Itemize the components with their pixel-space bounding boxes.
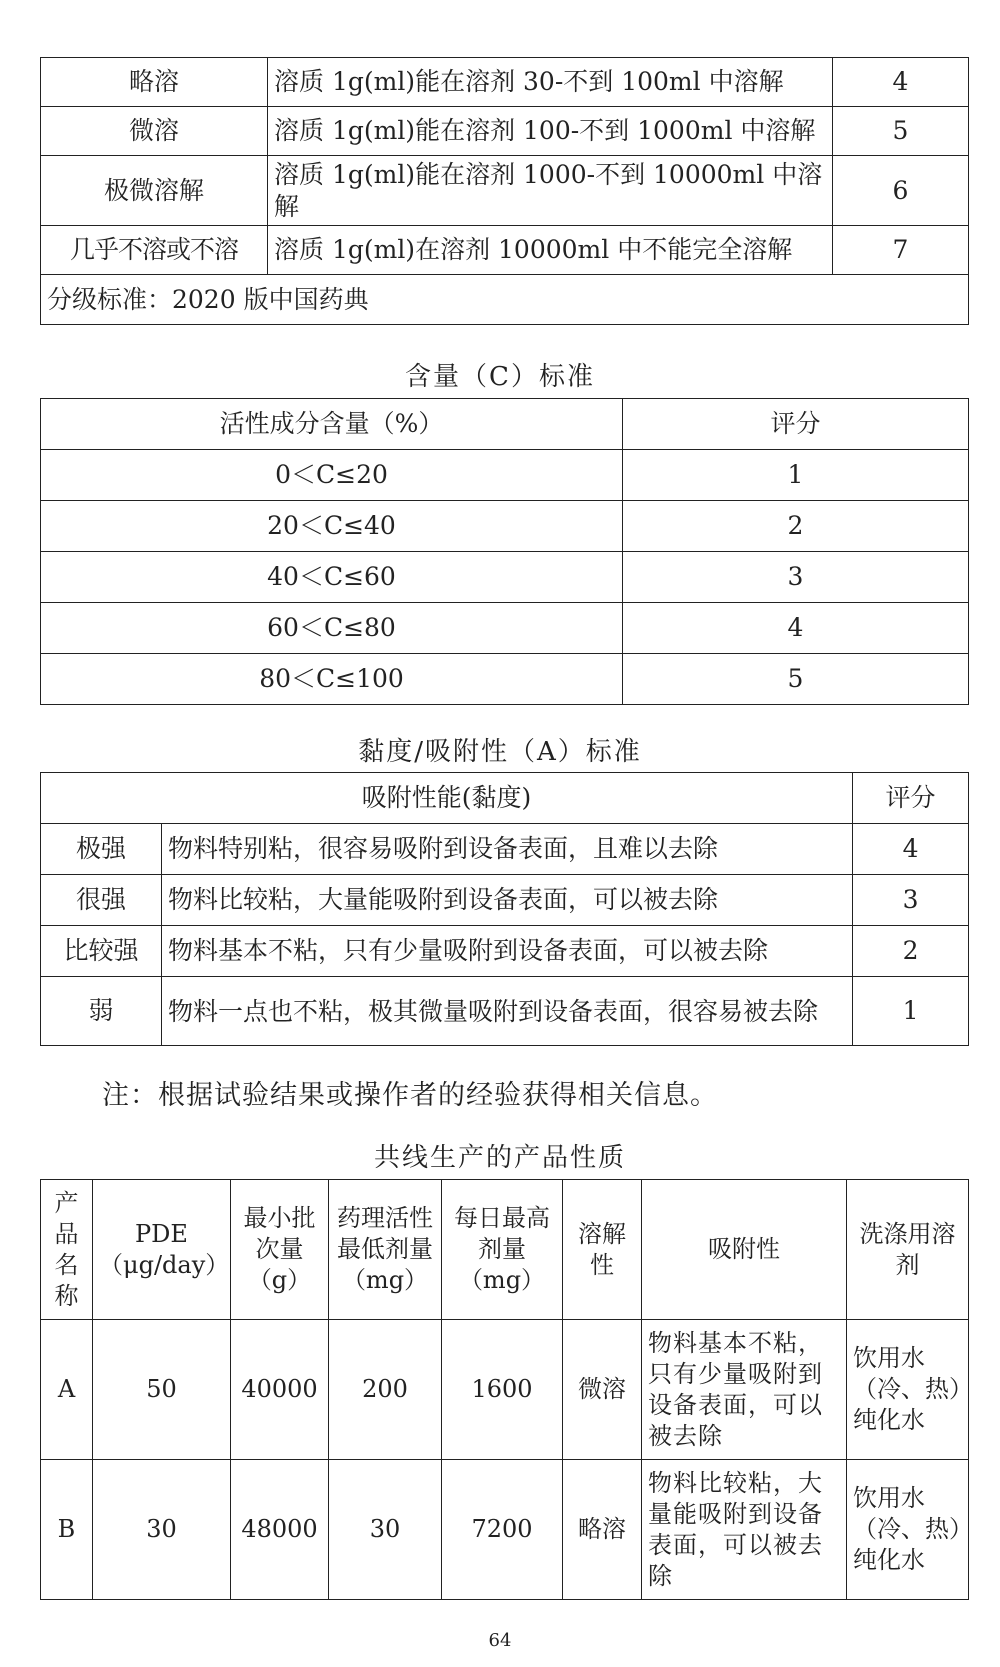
products-table — [40, 1179, 969, 1600]
solubility-term: 略溶 — [41, 58, 268, 107]
content-range: 40＜C≤60 — [41, 552, 623, 603]
header-product-name: 产品名称 — [41, 1180, 93, 1320]
content-score: 1 — [623, 450, 969, 501]
adhesion-level: 弱 — [41, 977, 162, 1046]
table-header-row — [41, 399, 969, 450]
header-min-batch: 最小批次量（g） — [231, 1180, 329, 1320]
solubility-term: 微溶 — [41, 107, 268, 156]
content-range: 80＜C≤100 — [41, 654, 623, 705]
table-row — [41, 977, 969, 1046]
product-name: B — [41, 1460, 93, 1600]
table-header-row — [41, 1180, 969, 1320]
table-row — [41, 654, 969, 705]
product-min-batch: 40000 — [231, 1320, 329, 1460]
adhesion-level: 极强 — [41, 824, 162, 875]
product-name: A — [41, 1320, 93, 1460]
content-score: 2 — [623, 501, 969, 552]
adhesion-description: 物料特别粘，很容易吸附到设备表面，且难以去除 — [162, 824, 853, 875]
table-row — [41, 1320, 969, 1460]
header-adhesion: 吸附性 — [642, 1180, 847, 1320]
content-score: 3 — [623, 552, 969, 603]
adhesion-score: 4 — [853, 824, 969, 875]
product-min-batch: 48000 — [231, 1460, 329, 1600]
solubility-score: 5 — [833, 107, 969, 156]
product-pde: 50 — [93, 1320, 231, 1460]
table-row — [41, 552, 969, 603]
adhesion-score: 3 — [853, 875, 969, 926]
product-min-active-dose: 30 — [329, 1460, 442, 1600]
adhesion-description: 物料一点也不粘，极其微量吸附到设备表面，很容易被去除 — [162, 977, 853, 1046]
table-row — [41, 58, 969, 107]
product-pde: 30 — [93, 1460, 231, 1600]
header-cleaning-solvent: 洗涤用溶剂 — [847, 1180, 969, 1320]
content-standard-title: 含量（C）标准 — [405, 362, 595, 392]
product-solubility: 微溶 — [563, 1320, 642, 1460]
table-row — [41, 1460, 969, 1600]
table-row — [41, 107, 969, 156]
content-score: 5 — [623, 654, 969, 705]
content-range: 0＜C≤20 — [41, 450, 623, 501]
solubility-term: 几乎不溶或不溶 — [41, 226, 268, 275]
adhesion-score: 2 — [853, 926, 969, 977]
header-solubility: 溶解性 — [563, 1180, 642, 1320]
product-adhesion: 物料基本不粘，只有少量吸附到设备表面，可以被去除 — [642, 1320, 847, 1460]
products-title: 共线生产的产品性质 — [373, 1143, 626, 1173]
header-min-active-dose: 药理活性最低剂量（mg） — [329, 1180, 442, 1320]
content-range: 60＜C≤80 — [41, 603, 623, 654]
page-number: 64 — [488, 1630, 512, 1651]
product-cleaning-solvent: 饮用水（冷、热）纯化水 — [847, 1320, 969, 1460]
header-content-range: 活性成分含量（%） — [41, 399, 623, 450]
adhesion-description: 物料基本不粘，只有少量吸附到设备表面，可以被去除 — [162, 926, 853, 977]
product-adhesion: 物料比较粘，大量能吸附到设备表面，可以被去除 — [642, 1460, 847, 1600]
header-max-daily-dose: 每日最高剂量（mg） — [442, 1180, 563, 1320]
header-score: 评分 — [623, 399, 969, 450]
adhesion-standard-title: 黏度/吸附性（A）标准 — [358, 737, 642, 767]
header-score: 评分 — [853, 773, 969, 824]
header-pde: PDE（μg/day） — [93, 1180, 231, 1320]
adhesion-standard-table — [40, 772, 969, 1046]
table-row — [41, 875, 969, 926]
adhesion-level: 比较强 — [41, 926, 162, 977]
content-range: 20＜C≤40 — [41, 501, 623, 552]
product-cleaning-solvent: 饮用水（冷、热）纯化水 — [847, 1460, 969, 1600]
table-row — [41, 926, 969, 977]
header-adhesion-performance: 吸附性能(黏度) — [41, 773, 853, 824]
table-row — [41, 226, 969, 275]
adhesion-level: 很强 — [41, 875, 162, 926]
solubility-term: 极微溶解 — [41, 156, 268, 226]
content-score: 4 — [623, 603, 969, 654]
table-row — [41, 824, 969, 875]
solubility-definition: 溶质 1g(ml)能在溶剂 100-不到 1000ml 中溶解 — [268, 107, 833, 156]
product-min-active-dose: 200 — [329, 1320, 442, 1460]
table-row — [41, 603, 969, 654]
grading-standard-note: 分级标准：2020 版中国药典 — [41, 275, 969, 325]
product-max-daily-dose: 7200 — [442, 1460, 563, 1600]
solubility-score: 4 — [833, 58, 969, 107]
adhesion-description: 物料比较粘，大量能吸附到设备表面，可以被去除 — [162, 875, 853, 926]
solubility-definition: 溶质 1g(ml)能在溶剂 30-不到 100ml 中溶解 — [268, 58, 833, 107]
adhesion-score: 1 — [853, 977, 969, 1046]
content-standard-table — [40, 398, 969, 705]
solubility-definition: 溶质 1g(ml)在溶剂 10000ml 中不能完全溶解 — [268, 226, 833, 275]
table-row — [41, 501, 969, 552]
table-header-row — [41, 773, 969, 824]
table-row — [41, 450, 969, 501]
product-max-daily-dose: 1600 — [442, 1320, 563, 1460]
solubility-definition: 溶质 1g(ml)能在溶剂 1000-不到 10000ml 中溶解 — [268, 156, 833, 226]
table-row — [41, 275, 969, 325]
product-solubility: 略溶 — [563, 1460, 642, 1600]
solubility-score: 7 — [833, 226, 969, 275]
solubility-table — [40, 57, 969, 325]
table-row — [41, 156, 969, 226]
solubility-score: 6 — [833, 156, 969, 226]
note-text: 注：根据试验结果或操作者的经验获得相关信息。 — [102, 1080, 718, 1111]
